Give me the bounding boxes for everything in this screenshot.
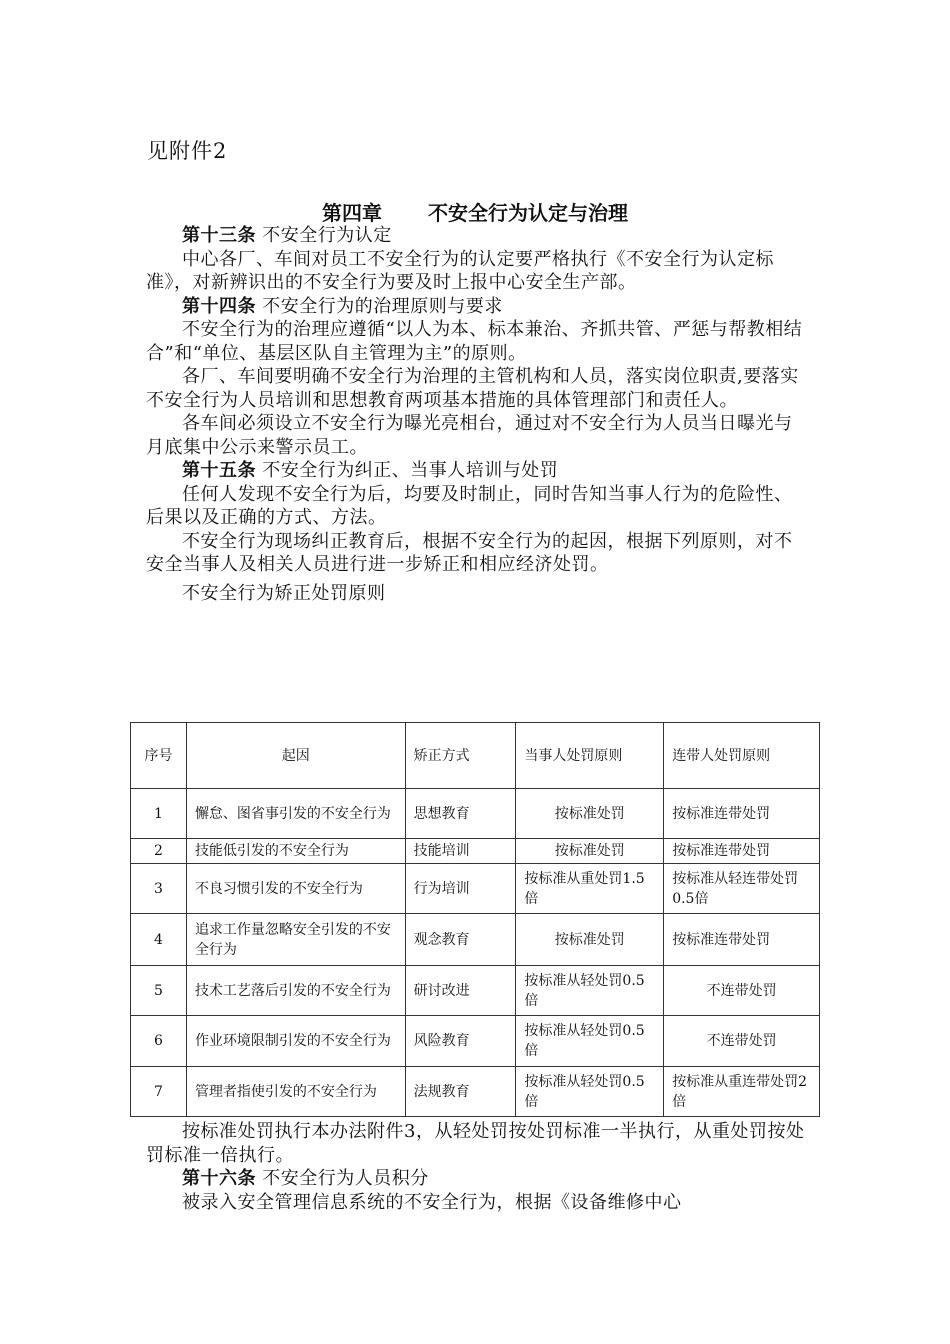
party-penalty-cell: 按标准从轻处罚0.5倍 [516, 1067, 664, 1117]
paragraph: 任何人发现不安全行为后，均要及时制止，同时告知当事人行为的危险性、后果以及正确的方式、方法。 [146, 483, 793, 528]
joint-penalty-cell: 不连带处罚 [664, 966, 820, 1016]
row-number: 2 [131, 839, 187, 864]
row-number: 6 [131, 1016, 187, 1067]
cause-cell: 不良习惯引发的不安全行为 [186, 864, 405, 914]
party-penalty-cell: 按标准处罚 [516, 789, 664, 839]
header-cell: 矫正方式 [405, 723, 516, 789]
table-caption: 不安全行为矫正处罚原则 [182, 582, 386, 604]
joint-penalty-cell: 按标准从轻连带处罚0.5倍 [664, 864, 820, 914]
article-16-title: 不安全行为人员积分 [262, 1168, 429, 1189]
row-number: 1 [131, 789, 187, 839]
correction-cell: 行为培训 [405, 864, 516, 914]
article-13-title: 不安全行为认定 [262, 225, 392, 246]
party-penalty-cell: 按标准从重处罚1.5倍 [516, 864, 664, 914]
article-15-title: 不安全行为纠正、当事人培训与处罚 [262, 460, 559, 481]
chapter-heading [0, 197, 950, 226]
party-penalty-cell: 按标准处罚 [516, 839, 664, 864]
joint-penalty-cell: 按标准连带处罚 [664, 839, 820, 864]
table-row [131, 1016, 820, 1067]
article-14-number: 第十四条 [182, 295, 256, 317]
article-14-heading [146, 295, 806, 319]
correction-cell: 思想教育 [405, 789, 516, 839]
party-penalty-cell: 按标准从轻处罚0.5倍 [516, 966, 664, 1016]
table-row [131, 839, 820, 864]
paragraph: 各厂、车间要明确不安全行为治理的主管机构和人员，落实岗位职责,要落实不安全行为人员培训和思想教育两项基本措施的具体管理部门和责任人。 [146, 366, 799, 411]
row-number: 4 [131, 914, 187, 966]
correction-cell: 风险教育 [405, 1016, 516, 1067]
chapter-number: 第四章 [322, 201, 382, 225]
chapter-title: 不安全行为认定与治理 [428, 201, 628, 225]
paragraph: 各车间必须设立不安全行为曝光亮相台，通过对不安全行为人员当日曝光与月底集中公示来警示员工。 [146, 413, 793, 458]
table-header-row [131, 723, 820, 789]
header-cell: 当事人处罚原则 [516, 723, 664, 789]
header-cell: 序号 [131, 723, 187, 789]
cause-cell: 管理者指使引发的不安全行为 [186, 1067, 405, 1117]
row-number: 3 [131, 864, 187, 914]
penalty-principles-table [130, 722, 820, 1117]
correction-cell: 技能培训 [405, 839, 516, 864]
row-number: 5 [131, 966, 187, 1016]
cause-cell: 追求工作量忽略安全引发的不安全行为 [186, 914, 405, 966]
table-row [131, 789, 820, 839]
attachment-reference: 见附件2 [147, 139, 228, 163]
table-row [131, 966, 820, 1016]
joint-penalty-cell: 按标准从重连带处罚2倍 [664, 1067, 820, 1117]
correction-cell: 研讨改进 [405, 966, 516, 1016]
party-penalty-cell: 按标准从轻处罚0.5倍 [516, 1016, 664, 1067]
joint-penalty-cell: 不连带处罚 [664, 1016, 820, 1067]
paragraph: 不安全行为现场纠正教育后，根据不安全行为的起因，根据下列原则，对不安全当事人及相关人员进行进一步矫正和相应经济处罚。 [146, 530, 793, 575]
correction-cell: 法规教育 [405, 1067, 516, 1117]
correction-cell: 观念教育 [405, 914, 516, 966]
body-text-after-table [146, 1120, 806, 1214]
party-penalty-cell: 按标准处罚 [516, 914, 664, 966]
article-15-heading [146, 459, 806, 483]
row-number: 7 [131, 1067, 187, 1117]
header-cell: 起因 [186, 723, 405, 789]
table-row [131, 1067, 820, 1117]
joint-penalty-cell: 按标准连带处罚 [664, 789, 820, 839]
article-14-title: 不安全行为的治理原则与要求 [262, 295, 503, 317]
article-13-number: 第十三条 [182, 225, 256, 246]
cause-cell: 作业环境限制引发的不安全行为 [186, 1016, 405, 1067]
article-16-number: 第十六条 [182, 1168, 256, 1189]
table-row [131, 864, 820, 914]
article-13-heading [146, 224, 806, 248]
cause-cell: 技能低引发的不安全行为 [186, 839, 405, 864]
article-15-number: 第十五条 [182, 460, 256, 481]
header-cell: 连带人处罚原则 [664, 723, 820, 789]
paragraph: 按标准处罚执行本办法附件3，从轻处罚按处罚标准一半执行，从重处罚按处罚标准一倍执行。 [146, 1121, 805, 1166]
paragraph: 中心各厂、车间对员工不安全行为的认定要严格执行《不安全行为认定标准》，对新辨识出的不安全行为要及时上报中心安全生产部。 [146, 248, 774, 293]
table-row [131, 914, 820, 966]
cause-cell: 懈怠、图省事引发的不安全行为 [186, 789, 405, 839]
article-16-heading [146, 1167, 806, 1191]
paragraph: 不安全行为的治理应遵循“以人为本、标本兼治、齐抓共管、严惩与帮教相结合”和“单位、基层区队自主管理为主”的原则。 [146, 319, 803, 364]
joint-penalty-cell: 按标准连带处罚 [664, 914, 820, 966]
body-text [146, 224, 806, 605]
cause-cell: 技术工艺落后引发的不安全行为 [186, 966, 405, 1016]
paragraph: 被录入安全管理信息系统的不安全行为，根据《设备维修中心 [182, 1191, 682, 1213]
